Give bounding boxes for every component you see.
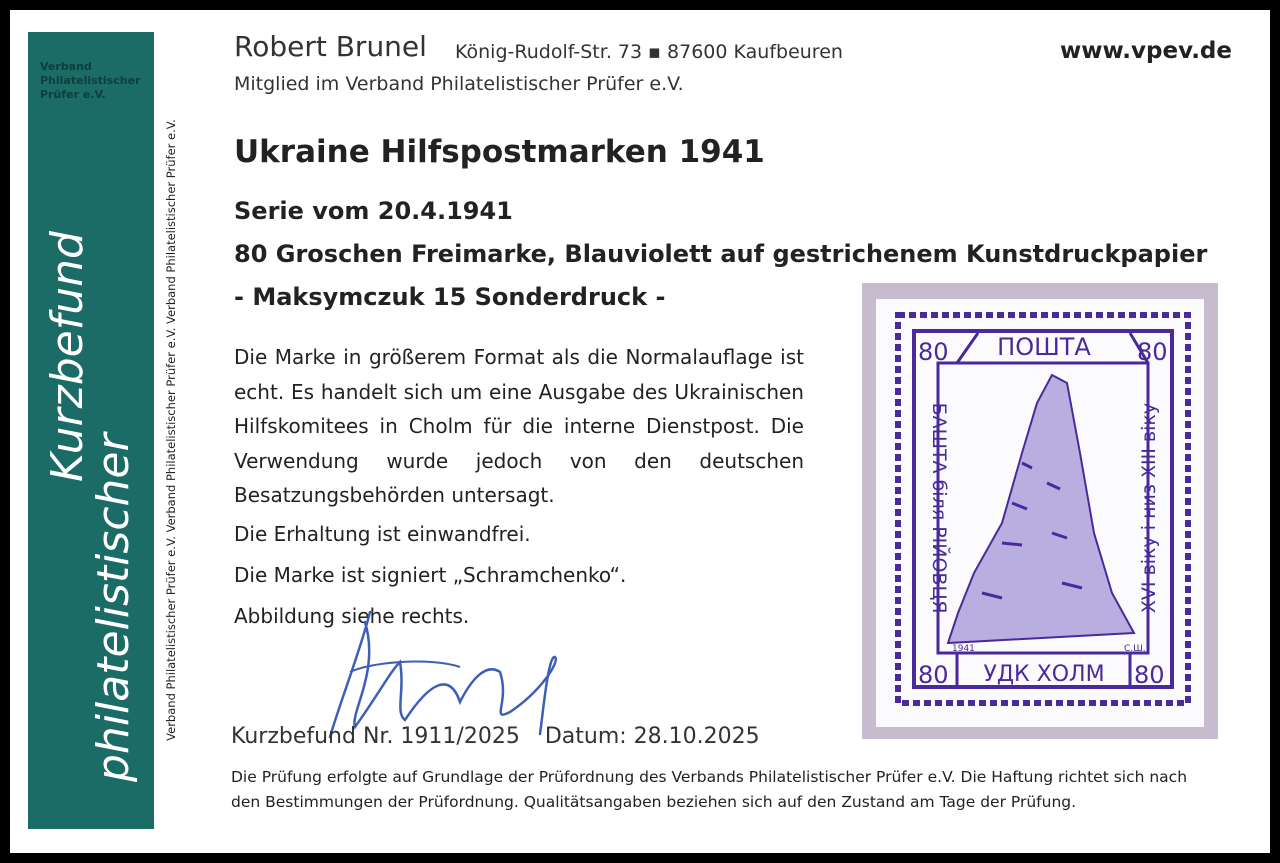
legal-footer: Die Prüfung erfolgte auf Grundlage der Prüfordnung des Verbands Philatelistischer Prüfer e.V. Die Haftung richtet sich nach den Bestimmungen der Prüfordnung. Qualitätsangaben beziehen sich auf den Zustand am Tage der Prüfung. (231, 768, 1188, 811)
org-line: Philatelistischer (40, 74, 141, 87)
examiner-name: Robert Brunel (234, 30, 427, 63)
report-number: Kurzbefund Nr. 1911/2025 (231, 724, 520, 749)
condition-line: Die Erhaltung ist einwandfrei. (234, 522, 531, 546)
org-line: Prüfer e.V. (40, 88, 106, 101)
certificate-page (10, 10, 1270, 853)
vertical-org-text (160, 32, 182, 829)
stamp-top-text: ПОШТА (997, 333, 1091, 361)
report-meta (231, 724, 778, 749)
stamp-value-br: 80 (1134, 661, 1165, 689)
stamp-bottom-text: УДК ХОЛМ (983, 662, 1105, 687)
band-title (28, 32, 154, 829)
catalog-line: - Maksymczuk 15 Sonderdruck - (234, 283, 666, 311)
org-line: Verband (40, 60, 92, 73)
stamp-image (862, 283, 1218, 739)
band-title-line1: philatelistischer (88, 433, 139, 782)
signature-line: Die Marke ist signiert „Schramchenko“. (234, 563, 627, 587)
opinion-text: Die Marke in größerem Format als die Normalauflage ist echt. Es handelt sich um eine Ausgabe des Ukrainischen Hilfskomitees in Cholm für die interne Dienstpost. Die Verwendung wurde jedoch von den deutschen Besatzungsbehörden untersagt. (234, 345, 804, 507)
stamp-value-tr: 80 (1137, 338, 1168, 366)
website: www.vpev.de (1060, 38, 1232, 64)
illustration-line: Abbildung siehe rechts. (234, 604, 470, 628)
stamp-value-bl: 80 (918, 661, 949, 689)
handwritten-signature (310, 602, 570, 742)
stamp-description: 80 Groschen Freimarke, Blauviolett auf gestrichenem Kunstdruckpapier (234, 240, 1208, 268)
examiner-address: König-Rudolf-Str. 73 ▪ 87600 Kaufbeuren (455, 41, 843, 63)
membership: Mitglied im Verband Philatelistischer Prüfer e.V. (234, 73, 684, 95)
certificate-title: Ukraine Hilfspostmarken 1941 (234, 134, 765, 170)
vertical-org-repeat: Verband Philatelistischer Prüfer e.V. Verband Philatelistischer Prüfer e.V. Verband Philatelistischer Prüfer e.V. (164, 119, 178, 741)
band-title-line2: Kurzbefund (42, 231, 93, 482)
stamp-year: 1941 (952, 644, 975, 654)
report-date: Datum: 28.10.2025 (544, 724, 760, 749)
stamp-right-text: XVI віку і низ XIII віку (1138, 402, 1160, 614)
stamp-left-text: БАШТА біля РІЙОВЦЯ (928, 402, 950, 614)
stamp-value-tl: 80 (918, 338, 949, 366)
stamp-initials: С.Ш. (1124, 644, 1146, 654)
series-line: Serie vom 20.4.1941 (234, 197, 513, 225)
side-band (28, 32, 154, 829)
